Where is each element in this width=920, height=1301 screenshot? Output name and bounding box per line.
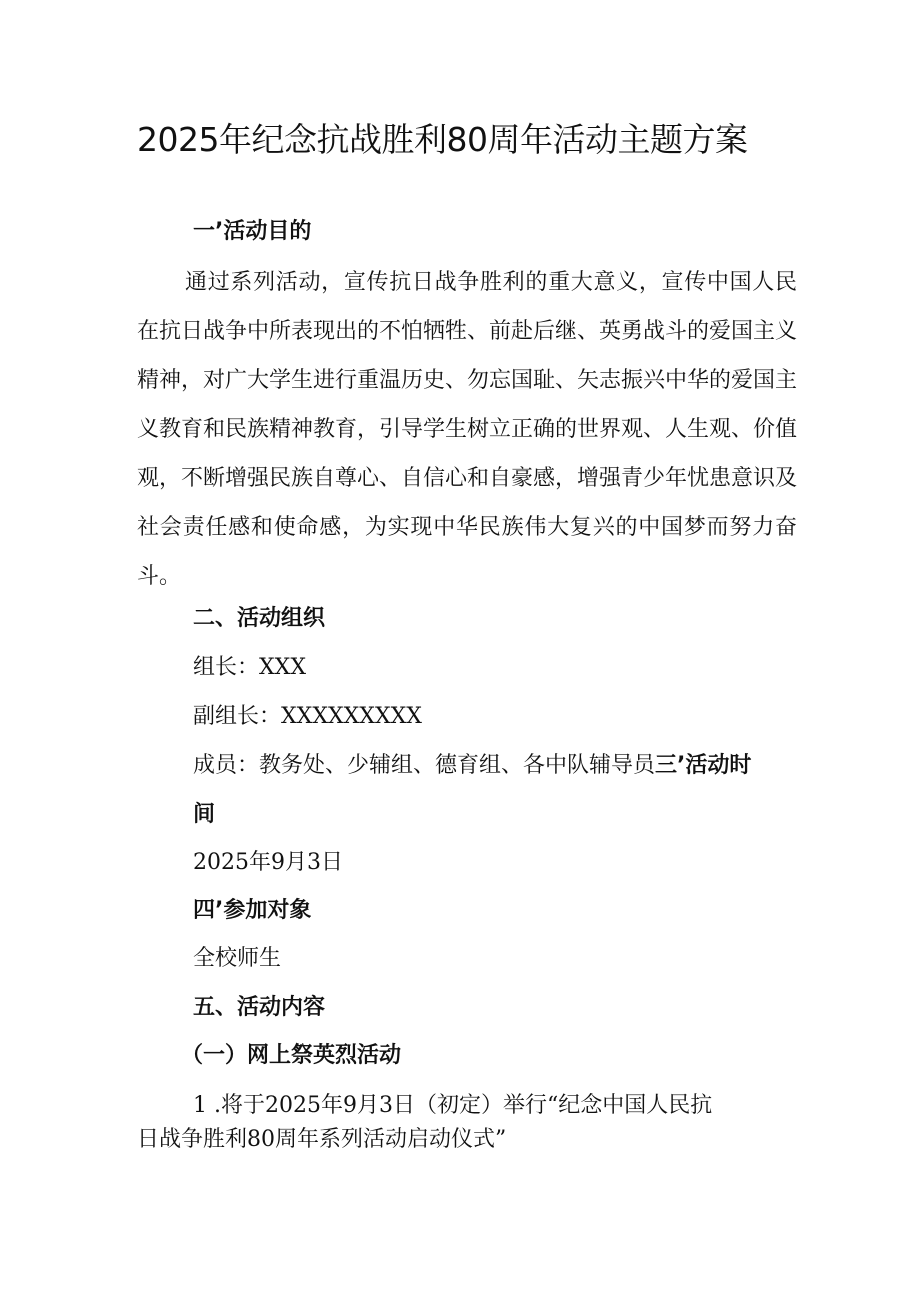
section-heading-time-continued: 间 bbox=[193, 802, 216, 827]
document-title: 2025年纪念抗战胜利80周年活动主题方案 bbox=[137, 120, 748, 159]
subsection-heading-online-tribute: （一）网上祭英烈活动 bbox=[181, 1043, 402, 1068]
list-item-1-line-1: 1 .将于2025年9月3日（初定）举行“纪念中国人民抗 bbox=[193, 1093, 713, 1118]
section-heading-purpose: 一’活动目的 bbox=[193, 219, 312, 244]
list-item-1-line-2: 日战争胜利80周年系列活动启动仪式” bbox=[137, 1127, 507, 1152]
section-heading-content: 五、活动内容 bbox=[193, 995, 326, 1020]
members-text: 成员：教务处、少辅组、德育组、各中队辅导员 bbox=[193, 753, 656, 778]
section-heading-time: 三’活动时 bbox=[655, 753, 752, 778]
leader-line: 组长：XXX bbox=[193, 655, 306, 680]
section-heading-participants: 四’参加对象 bbox=[193, 898, 312, 923]
members-line bbox=[193, 751, 751, 781]
section-body-purpose: 通过系列活动，宣传抗日战争胜利的重大意义，宣传中国人民在抗日战争中所表现出的不怕牺牲、前赴后继、英勇战斗的爱国主义精神，对广大学生进行重温历史、勿忘国耻、矢志振兴中华的爱国主义教育和民族精神教育，引导学生树立正确的世界观、人生观、价值观，不断增强民族自尊心、自信心和自豪感，增强青少年忧患意识及社会责任感和使命感，为实现中华民族伟大复兴的中国梦而努力奋斗。 bbox=[137, 270, 798, 589]
activity-date: 2025年9月3日 bbox=[193, 850, 343, 875]
section-heading-organization: 二、活动组织 bbox=[193, 606, 326, 631]
deputy-leader-line: 副组长：XXXXXXXXX bbox=[193, 704, 422, 729]
participants-text: 全校师生 bbox=[193, 946, 282, 971]
